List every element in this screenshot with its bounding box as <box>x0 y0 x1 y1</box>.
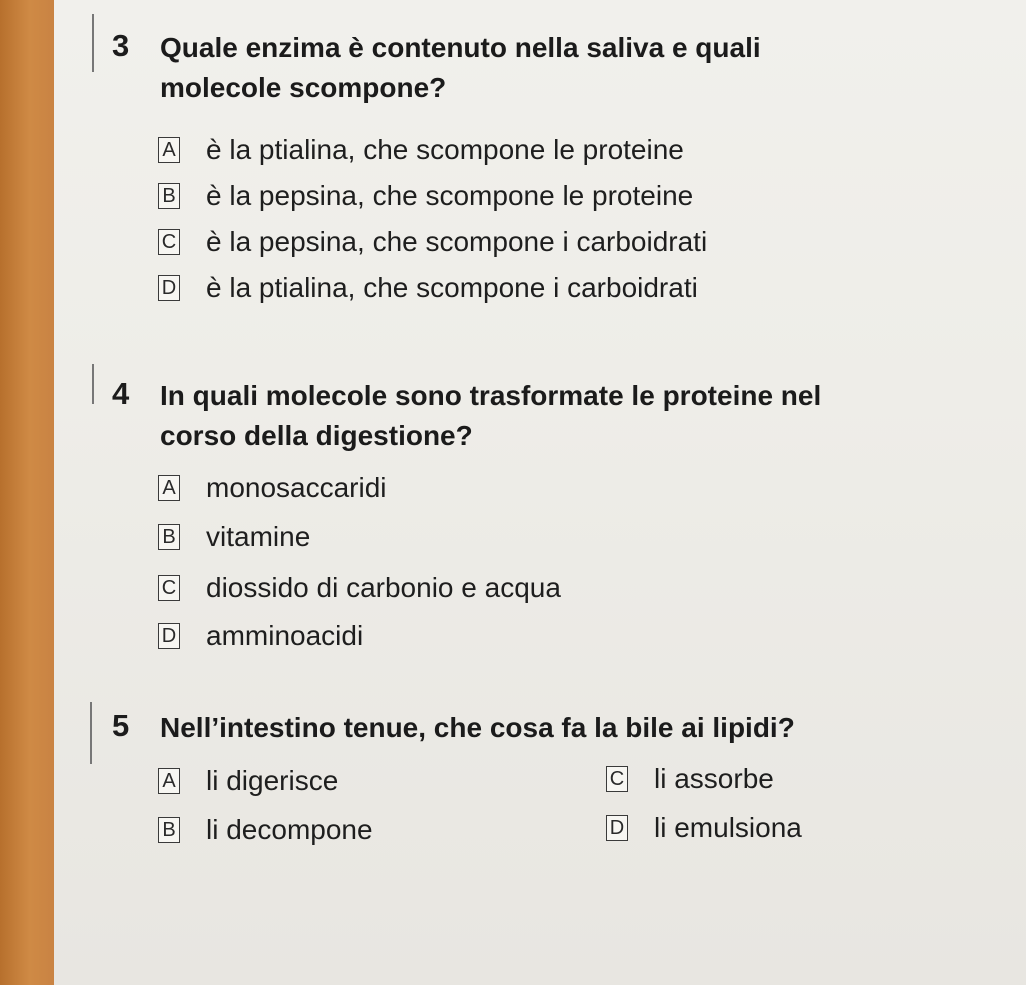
option-letter[interactable]: D <box>158 275 180 301</box>
option-text: vitamine <box>206 521 311 552</box>
question-text-line: molecole scompone? <box>160 72 447 103</box>
option-letter[interactable]: C <box>158 575 180 601</box>
question-number: 5 <box>112 708 130 743</box>
question-text-line: Quale enzima è contenuto nella saliva e quali <box>160 32 761 63</box>
margin-mark <box>92 14 94 72</box>
option-letter[interactable]: B <box>158 524 180 550</box>
option-text: li digerisce <box>206 765 339 796</box>
answer-option[interactable] <box>158 521 310 553</box>
answer-option[interactable] <box>158 134 684 166</box>
margin-mark <box>92 364 94 404</box>
option-text: li emulsiona <box>654 812 802 843</box>
option-text: li decompone <box>206 814 373 845</box>
question-text-line: corso della digestione? <box>160 420 473 451</box>
option-letter[interactable]: D <box>606 815 628 841</box>
option-letter[interactable]: A <box>158 768 180 794</box>
option-text: è la pepsina, che scompone le proteine <box>206 180 694 211</box>
answer-option[interactable] <box>158 814 373 846</box>
question-text <box>160 376 821 456</box>
option-text: è la pepsina, che scompone i carboidrati <box>206 226 708 257</box>
option-text: li assorbe <box>654 763 774 794</box>
question-text-line: Nell’intestino tenue, che cosa fa la bile ai lipidi? <box>160 712 795 743</box>
option-letter[interactable]: A <box>158 137 180 163</box>
question-number: 3 <box>112 28 130 63</box>
answer-option[interactable] <box>158 226 707 258</box>
margin-mark <box>90 702 92 764</box>
answer-option[interactable] <box>158 180 693 212</box>
question-number: 4 <box>112 376 130 411</box>
option-text: è la ptialina, che scompone i carboidrati <box>206 272 698 303</box>
answer-option[interactable] <box>158 620 363 652</box>
option-text: diossido di carbonio e acqua <box>206 572 561 603</box>
question-text <box>160 708 795 748</box>
option-letter[interactable]: B <box>158 817 180 843</box>
option-letter[interactable]: C <box>158 229 180 255</box>
answer-option[interactable] <box>158 472 387 504</box>
option-letter[interactable]: B <box>158 183 180 209</box>
option-letter[interactable]: D <box>158 623 180 649</box>
answer-option[interactable] <box>158 272 698 304</box>
answer-option[interactable] <box>606 763 774 795</box>
answer-option[interactable] <box>606 812 802 844</box>
option-text: monosaccaridi <box>206 472 387 503</box>
option-text: amminoacidi <box>206 620 364 651</box>
book-edge <box>0 0 54 985</box>
option-letter[interactable]: C <box>606 766 628 792</box>
option-text: è la ptialina, che scompone le proteine <box>206 134 684 165</box>
answer-option[interactable] <box>158 765 338 797</box>
question-text-line: In quali molecole sono trasformate le proteine nel <box>160 380 822 411</box>
option-letter[interactable]: A <box>158 475 180 501</box>
question-text <box>160 28 761 108</box>
answer-option[interactable] <box>158 572 561 604</box>
